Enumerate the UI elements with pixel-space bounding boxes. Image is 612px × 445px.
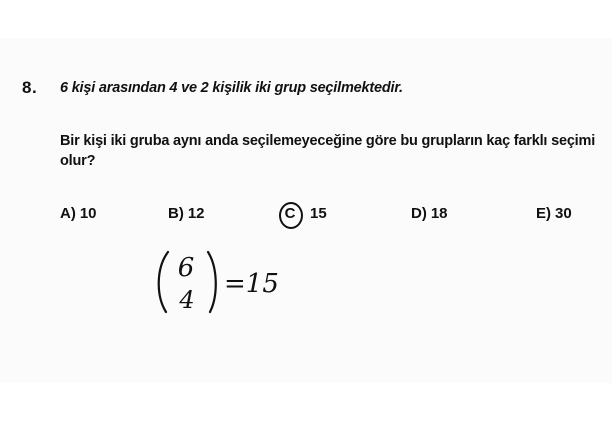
- choice-b-value: 12: [187, 205, 205, 222]
- choice-d[interactable]: [411, 205, 448, 222]
- question-text: Bir kişi iki gruba aynı anda seçilemeyeceğine göre bu grupların kaç farklı seçimi olur?: [60, 133, 596, 169]
- question-stem: 6 kişi arasından 4 ve 2 kişilik iki grup seçilmektedir.: [60, 80, 403, 96]
- choice-a[interactable]: [60, 205, 97, 222]
- choice-c-value: 15: [310, 205, 327, 222]
- handwritten-answer: [152, 240, 297, 320]
- choice-c[interactable]: [280, 205, 327, 222]
- choice-d-value: 18: [430, 205, 448, 222]
- choice-b-letter: B): [168, 205, 184, 222]
- choice-d-letter: D): [411, 205, 427, 222]
- choice-b[interactable]: [168, 205, 205, 222]
- handwritten-top: 6: [177, 253, 195, 283]
- handwritten-combination: [152, 240, 297, 320]
- choice-e-letter: E): [536, 205, 551, 222]
- handwritten-result: =15: [224, 269, 279, 299]
- choice-a-value: 10: [79, 205, 97, 222]
- choice-c-circled-letter: C: [280, 205, 300, 222]
- choice-e[interactable]: [536, 205, 572, 222]
- choice-a-letter: A): [60, 205, 76, 222]
- handwritten-bottom: 4: [179, 286, 195, 314]
- choice-e-value: 30: [555, 205, 572, 222]
- question-number: 8.: [22, 78, 38, 97]
